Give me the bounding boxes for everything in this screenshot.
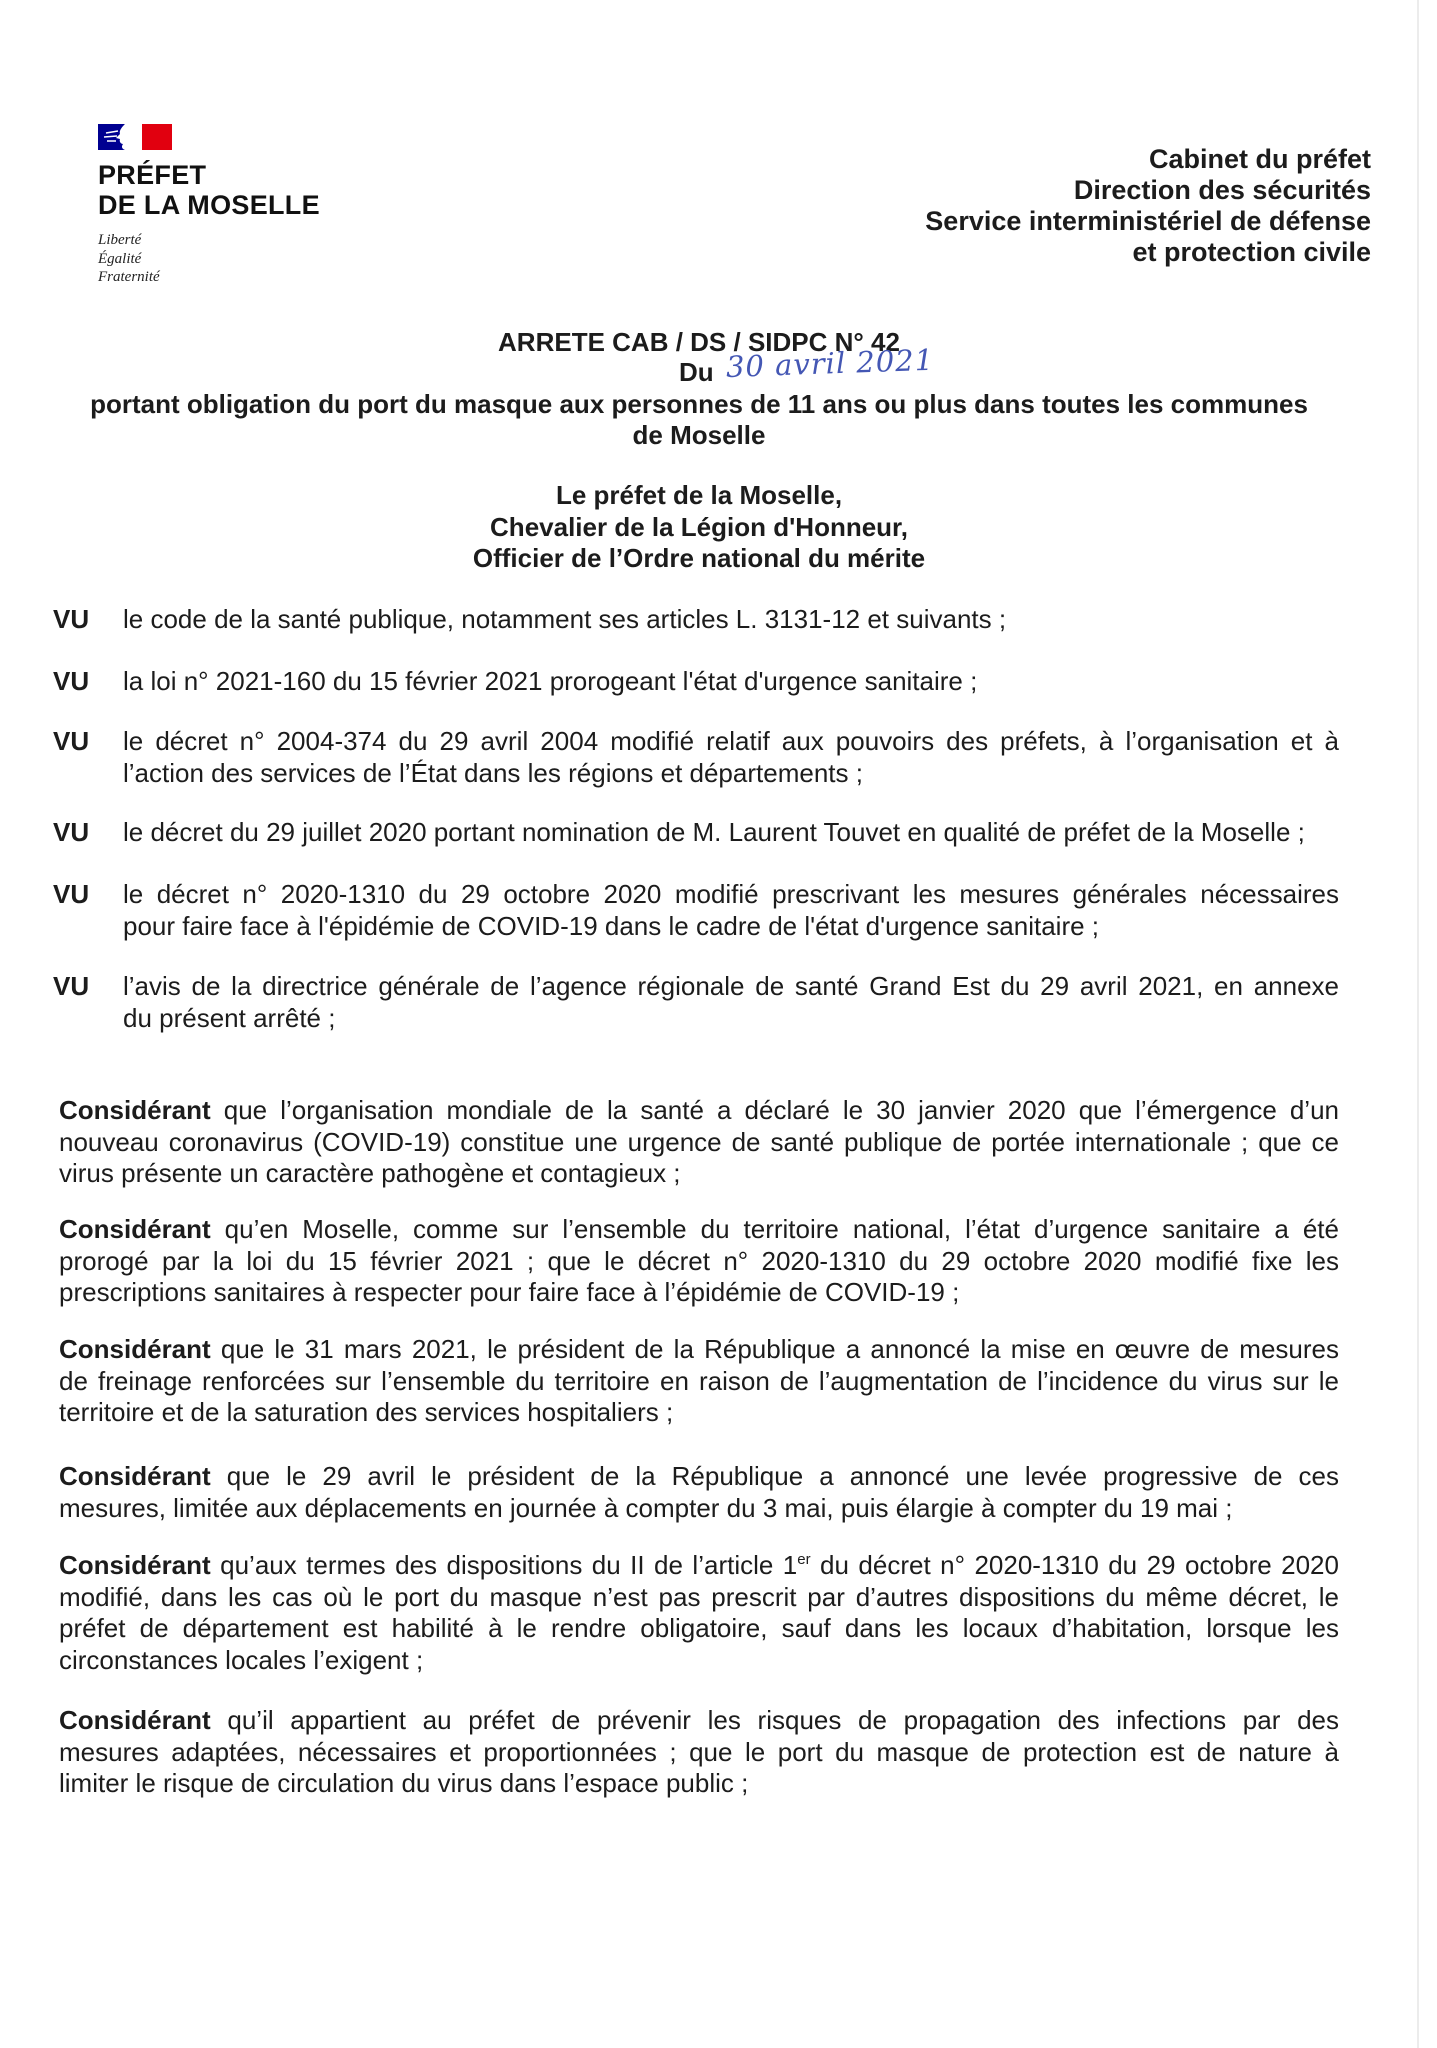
considerant-line-text: que le 31 mars 2021, le président de la République a annoncé la mise en œuvre de mesures xyxy=(220,1334,1339,1364)
arrete-date-prefix: Du xyxy=(679,357,714,387)
considerant-line xyxy=(59,1461,1339,1493)
republic-motto xyxy=(98,231,160,287)
considerant-item xyxy=(59,1095,1339,1190)
considerant-label: Considérant xyxy=(59,1095,211,1125)
visa-item xyxy=(0,666,1437,729)
considerant-item xyxy=(59,1214,1339,1309)
considerant-item xyxy=(59,1461,1339,1524)
visa-label: VU xyxy=(53,726,90,756)
prefet-title xyxy=(98,160,320,220)
visa-line: le décret du 29 juillet 2020 portant nomination de M. Laurent Touvet en qualité de préfet de la Moselle ; xyxy=(123,817,1305,847)
service-line: Cabinet du préfet xyxy=(1148,144,1371,174)
considerant-line: préfet de département est habilité à le rendre obligatoire, sauf dans les locaux d’habitation, lorsque les xyxy=(59,1613,1339,1643)
visa-line: l’avis de la directrice générale de l’agence régionale de santé Grand Est du 29 avril 2021, en annexe xyxy=(123,971,1339,1001)
visa-label: VU xyxy=(53,879,90,909)
considerant-line: prescriptions sanitaires à respecter pour faire face à l’épidémie de COVID-19 ; xyxy=(59,1277,960,1307)
subject-line: de Moselle xyxy=(632,420,766,450)
visa-text xyxy=(123,604,1339,636)
considerant-line: territoire et de la saturation des services hospitaliers ; xyxy=(59,1397,674,1427)
visa-label: VU xyxy=(53,971,90,1001)
considerant-line xyxy=(59,1550,1339,1582)
prefet-title-line: DE LA MOSELLE xyxy=(98,190,320,220)
considerant-line: limiter le risque de circulation du virus dans l’espace public ; xyxy=(59,1768,749,1798)
arrete-reference: ARRETE CAB / DS / SIDPC N° 42 xyxy=(498,327,900,357)
considerant-line: de freinage renforcées sur l’ensemble du territoire en raison de l’augmentation de l’incidence du virus sur le xyxy=(59,1365,1339,1396)
visa-item xyxy=(0,817,1437,880)
considerant-line xyxy=(59,1334,1339,1366)
considerant-label: Considérant xyxy=(59,1214,211,1244)
considerant-line: mesures adaptées, nécessaires et proportionnées ; que le port du masque de protection est de nature à xyxy=(59,1736,1339,1767)
considerant-line: virus présente un caractère pathogène et contagieux ; xyxy=(59,1158,681,1188)
service-line: Service interministériel de défense xyxy=(925,206,1371,236)
republique-francaise-logo xyxy=(98,122,174,152)
visa-line: le code de la santé publique, notamment ses articles L. 3131-12 et suivants ; xyxy=(123,604,1007,634)
considerant-item xyxy=(59,1550,1339,1676)
signatory-block xyxy=(59,480,1339,575)
visa-item xyxy=(0,971,1437,1034)
visa-text xyxy=(123,726,1339,789)
visa-text xyxy=(123,879,1339,942)
visa-label: VU xyxy=(53,817,90,847)
visa-line: le décret n° 2020-1310 du 29 octobre 2020 modifié prescrivant les mesures générales nécessaires xyxy=(123,879,1339,909)
visa-line: le décret n° 2004-374 du 29 avril 2004 modifié relatif aux pouvoirs des préfets, à l’organisation et à xyxy=(123,726,1339,756)
signatory-line: Chevalier de la Légion d'Honneur, xyxy=(490,511,908,542)
subject-line: portant obligation du port du masque aux personnes de 11 ans ou plus dans toutes les communes xyxy=(90,389,1308,419)
signatory-line: Officier de l’Ordre national du mérite xyxy=(472,543,926,573)
considerant-label: Considérant xyxy=(59,1334,211,1364)
considerant-line-text: qu’en Moselle, comme sur l’ensemble du territoire national, l’état d’urgence sanitaire a été xyxy=(224,1214,1339,1244)
considerant-line: nouveau coronavirus (COVID-19) constitue une urgence de santé publique de portée internationale ; que ce xyxy=(59,1126,1339,1157)
visa-item xyxy=(0,604,1437,667)
service-line: Direction des sécurités xyxy=(1073,175,1371,205)
considerant-label: Considérant xyxy=(59,1705,211,1735)
visa-line: l’action des services de l’État dans les régions et départements ; xyxy=(123,757,863,788)
visa-item xyxy=(0,726,1437,789)
visa-line: du présent arrêté ; xyxy=(123,1002,336,1033)
considerant-line-text: qu’aux termes des dispositions du II de l’article 1 xyxy=(220,1550,798,1580)
considerant-line: circonstances locales l’exigent ; xyxy=(59,1644,424,1675)
arrete-subject xyxy=(59,389,1339,451)
considerant-line: modifié, dans les cas où le port du masque n’est pas prescrit par d’autres dispositions du même décret, le xyxy=(59,1581,1339,1612)
service-line: et protection civile xyxy=(1132,237,1371,267)
considerant-line-text: que le 29 avril le président de la République a annoncé une levée progressive de ces xyxy=(226,1461,1339,1491)
visa-label: VU xyxy=(53,666,90,696)
considerant-line xyxy=(59,1214,1339,1246)
considerant-label: Considérant xyxy=(59,1550,211,1580)
marianne-flag-icon xyxy=(98,122,174,152)
motto-egalite: Égalité xyxy=(98,250,142,267)
visa-text xyxy=(123,817,1339,849)
prefet-title-line: PRÉFET xyxy=(98,160,207,190)
visa-item xyxy=(0,879,1437,942)
visa-text xyxy=(123,971,1339,1034)
considerant-item xyxy=(59,1705,1339,1800)
signatory-line: Le préfet de la Moselle, xyxy=(555,480,843,510)
considerant-line: prorogé par la loi du 15 février 2021 ; que le décret n° 2020-1310 du 29 octobre 2020 modifié fixe les xyxy=(59,1245,1339,1276)
visa-label: VU xyxy=(53,604,90,634)
motto-liberte: Liberté xyxy=(98,232,142,248)
considerant-label: Considérant xyxy=(59,1461,211,1491)
considerant-line-text: que l’organisation mondiale de la santé a déclaré le 30 janvier 2020 que l’émergence d’un xyxy=(223,1095,1339,1125)
arrete-date-handwritten: 30 avril 2021 xyxy=(725,342,935,384)
visa-line: la loi n° 2021-160 du 15 février 2021 prorogeant l'état d'urgence sanitaire ; xyxy=(123,666,978,696)
considerant-line: mesures, limitée aux déplacements en journée à compter du 3 mai, puis élargie à compter du 19 mai ; xyxy=(59,1492,1233,1523)
considerant-line-text: du décret n° 2020-1310 du 29 octobre 2020 xyxy=(820,1550,1339,1580)
considerant-line xyxy=(59,1705,1339,1737)
considerant-line xyxy=(59,1095,1339,1127)
considerant-item xyxy=(59,1334,1339,1429)
considerant-line-text: qu’il appartient au préfet de prévenir les risques de propagation des infections par des xyxy=(227,1705,1339,1735)
ordinal-superscript: er xyxy=(797,1551,811,1568)
motto-fraternite: Fraternité xyxy=(98,269,160,285)
service-header xyxy=(925,144,1371,268)
visa-text xyxy=(123,666,1339,698)
visa-line: pour faire face à l'épidémie de COVID-19 dans le cadre de l'état d'urgence sanitaire ; xyxy=(123,910,1100,941)
